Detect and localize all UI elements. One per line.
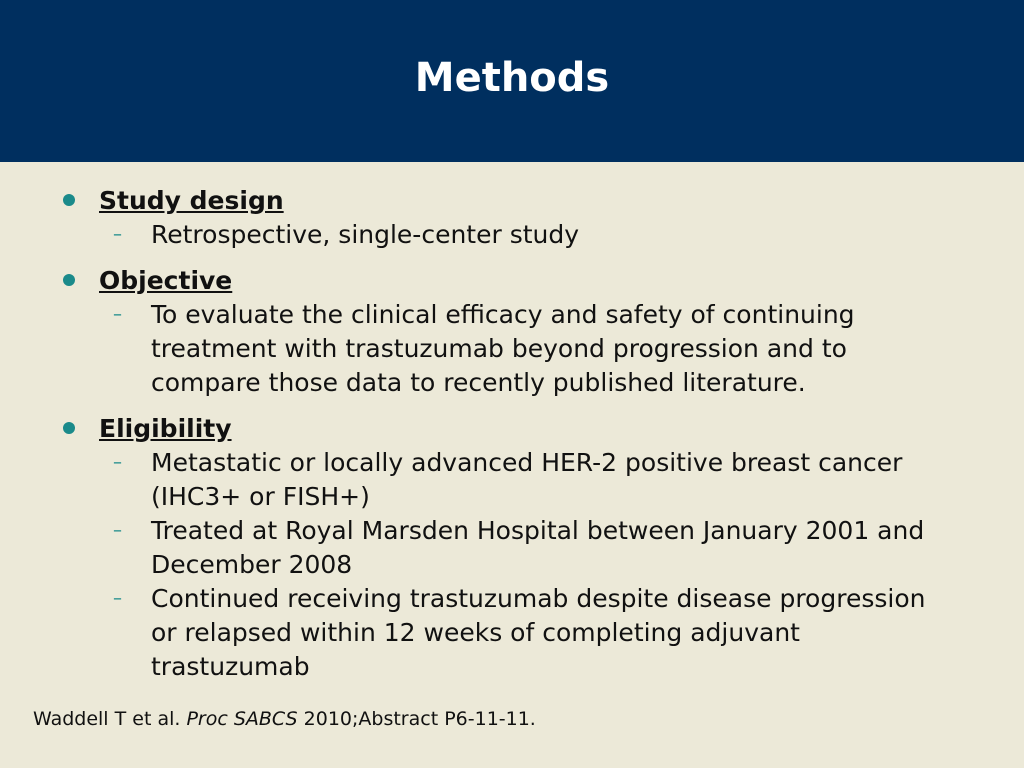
dash-icon: –: [113, 224, 122, 245]
title-bar: [0, 0, 1024, 162]
dash-icon: –: [113, 452, 122, 473]
bullet-icon: [63, 422, 75, 434]
list-item: [99, 582, 1024, 684]
citation-journal: Proc SABCS: [186, 708, 298, 730]
citation: [33, 706, 536, 732]
section-heading: Eligibility: [99, 414, 232, 443]
list-item-text: Treated at Royal Marsden Hospital between January 2001 and December 2008: [151, 516, 925, 579]
list-item-text: To evaluate the clinical efficacy and safety of continuing treatment with trastuzumab beyond progression and to compare those data to recently published literature.: [151, 300, 855, 397]
section-study-design: [0, 184, 1024, 252]
dash-icon: –: [113, 520, 122, 541]
list-item: [99, 446, 1024, 514]
section-heading: Objective: [99, 266, 233, 295]
section-objective: [0, 264, 1024, 400]
dash-icon: –: [113, 588, 122, 609]
bullet-icon: [63, 274, 75, 286]
section-heading: Study design: [99, 186, 284, 215]
citation-authors: Waddell T et al.: [33, 708, 187, 730]
list-item: [99, 514, 1024, 582]
slide-content: [0, 184, 1024, 696]
citation-details: 2010;Abstract P6-11-11.: [297, 708, 536, 730]
list-item: [99, 298, 1024, 400]
list-item-text: Continued receiving trastuzumab despite disease progression or relapsed within 12 weeks of completing adjuvant trastuzumab: [151, 584, 926, 681]
section-eligibility: [0, 412, 1024, 684]
slide-title: Methods: [414, 55, 610, 101]
list-item-text: Metastatic or locally advanced HER-2 positive breast cancer (IHC3+ or FISH+): [151, 448, 903, 511]
dash-icon: –: [113, 304, 122, 325]
list-item: [99, 218, 1024, 252]
bullet-icon: [63, 194, 75, 206]
list-item-text: Retrospective, single-center study: [151, 220, 580, 249]
